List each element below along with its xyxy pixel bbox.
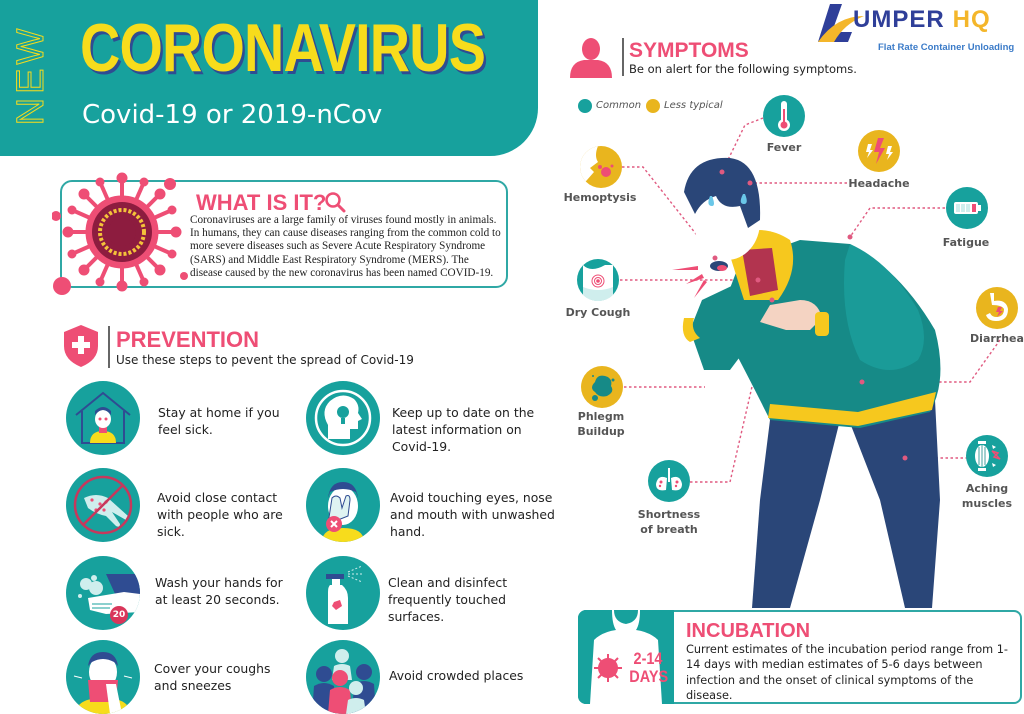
muscle-icon (966, 435, 1008, 477)
stay-informed-icon (306, 381, 380, 455)
header-banner (0, 0, 538, 156)
new-label: NEW (10, 24, 52, 126)
logo-wordmark (853, 6, 991, 34)
prevention-item-stay-informed: Keep up to date on the latest information on Covid-19. (392, 405, 535, 454)
prevention-item-stay-home: Stay at home if you feel sick. (158, 405, 280, 437)
what-is-it-title: WHAT IS IT? (196, 190, 327, 215)
symptom-label-phlegm: Phlegm Buildup (577, 410, 625, 438)
logo-suffix: HQ (952, 6, 991, 33)
thermometer-icon (763, 95, 805, 137)
legend-less-typical-label: Less typical (664, 100, 723, 111)
avoid-contact-icon (66, 468, 140, 542)
page-title: CORONAVIRUS (80, 10, 486, 86)
prevention-subtitle: Use these steps to pevent the spread of Covid-19 (116, 353, 414, 367)
shield-plus-icon (62, 324, 100, 368)
stomach-icon (976, 287, 1018, 329)
prevention-item-hand-wash: Wash your hands for at least 20 seconds. (155, 575, 283, 607)
phlegm-icon (581, 366, 623, 408)
lungs-icon (648, 460, 690, 502)
symptom-label-fatigue: Fatigue (942, 236, 990, 249)
logo-tagline: Flat Rate Container Unloading (878, 42, 1015, 53)
prevention-title: PREVENTION (116, 327, 260, 352)
incubation-description: Current estimates of the incubation period range from 1-14 days with median estimates of 5-6 days between infection and the onset of clinical symptoms of the disease. (686, 643, 1008, 703)
what-is-it-description: Coronaviruses are a large family of viruses found mostly in animals. In humans, they can cause diseases ranging from the common cold to more severe diseases such as Severe Acute Respiratory Syndrome (SARS) and Middle East Respiratory Syndrome (MERS). The disease caused by the new coronavirus has been named COVID-19. (190, 214, 501, 279)
disinfect-spray-icon (306, 556, 380, 630)
prevention-item-crowd: Avoid crowded places (389, 668, 524, 683)
headache-icon (858, 130, 900, 172)
no-face-touch-icon (306, 468, 380, 542)
search-icon (324, 191, 346, 213)
low-battery-icon (946, 187, 988, 229)
prevention-item-no-face-touch: Avoid touching eyes, nose and mouth with unwashed hand. (390, 490, 555, 539)
incubation-days-badge (629, 649, 669, 686)
prevention-item-avoid-contact: Avoid close contact with people who are sick. (157, 490, 283, 539)
prevention-item-disinfect: Clean and disinfect frequently touched surfaces. (388, 575, 508, 624)
legend-common-label: Common (596, 100, 642, 111)
hand-wash-icon (66, 556, 140, 630)
page-subtitle: Covid-19 or 2019-nCov (82, 100, 383, 130)
incubation-body-icon (578, 610, 674, 704)
symptom-label-aching-muscles: Aching muscles (961, 482, 1013, 510)
person-icon (568, 36, 614, 78)
crowd-icon (306, 640, 380, 714)
coronavirus-icon (52, 168, 192, 298)
incubation-range: 2-14 (633, 649, 663, 668)
logo-name: UMPER (853, 6, 945, 33)
twenty-seconds-badge: 20 (110, 606, 128, 624)
prevention-item-cover-cough: Cover your coughs and sneezes (154, 661, 271, 693)
symptoms-divider (622, 38, 624, 76)
symptom-label-fever: Fever (766, 141, 802, 154)
symptom-label-hemoptysis: Hemoptysis (563, 191, 637, 204)
symptom-label-diarrhea: Diarrhea (970, 332, 1024, 345)
symptom-label-dry-cough: Dry Cough (565, 306, 631, 319)
incubation-unit: DAYS (629, 667, 669, 686)
symptoms-subtitle: Be on alert for the following symptoms. (629, 62, 857, 76)
prevention-divider (108, 326, 110, 368)
hemoptysis-icon (580, 146, 622, 188)
cover-cough-icon (66, 640, 140, 714)
symptom-label-headache: Headache (848, 177, 910, 190)
incubation-title: INCUBATION (686, 620, 811, 642)
symptoms-title: SYMPTOMS (629, 39, 749, 62)
stay-home-icon (66, 381, 140, 455)
symptom-label-shortness-of-breath: Shortness of breath (637, 508, 701, 536)
throat-icon (577, 259, 619, 301)
